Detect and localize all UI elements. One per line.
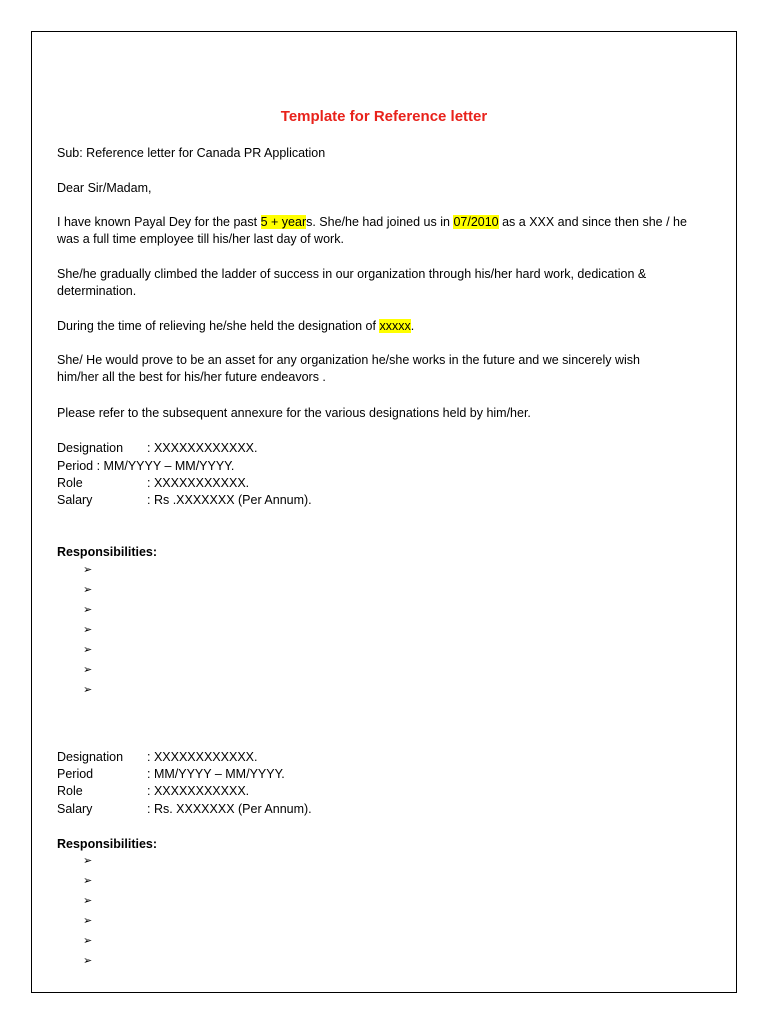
block1-bullet-icon: ➢ [83, 604, 93, 616]
paragraph-1-line-2: was a full time employee till his/her last day of work. [57, 232, 344, 246]
paragraph-4-line-2: him/her all the best for his/her future endeavors . [57, 370, 326, 384]
document-title: Template for Reference letter [280, 108, 488, 125]
paragraph-2-line-2: determination. [57, 284, 137, 298]
block2-salary-label: Salary [57, 802, 93, 816]
block1-bullet-icon: ➢ [83, 644, 93, 656]
block1-role-label: Role [57, 476, 83, 490]
paragraph-5: Please refer to the subsequent annexure for the various designations held by him/her. [57, 406, 531, 420]
document-page [31, 31, 737, 993]
paragraph-1-text-a: I have known Payal Dey for the past [57, 215, 261, 229]
block1-salary-label: Salary [57, 493, 93, 507]
block1-period-row: Period : MM/YYYY – MM/YYYY. [57, 459, 235, 473]
highlight-join-date: 07/2010 [453, 215, 499, 229]
block2-salary-value: : Rs. XXXXXXX (Per Annum). [147, 802, 312, 816]
block1-bullet-icon: ➢ [83, 584, 93, 596]
paragraph-1-text-b: s. She/he had joined us in [306, 215, 454, 229]
block2-bullet-icon: ➢ [83, 895, 93, 907]
block2-bullet-icon: ➢ [83, 955, 93, 967]
paragraph-2-line-1: She/he gradually climbed the ladder of success in our organization through his/her hard work, dedication & [57, 267, 647, 281]
block1-salary-row [57, 492, 312, 510]
block1-role-value: : XXXXXXXXXXX. [147, 476, 250, 490]
block2-bullet-icon: ➢ [83, 915, 93, 927]
subject-line: Sub: Reference letter for Canada PR Application [57, 146, 326, 160]
paragraph-3-text-a: During the time of relieving he/she held the designation of [57, 319, 380, 333]
highlight-designation: xxxxx [379, 319, 411, 333]
block2-responsibilities-heading: Responsibilities: [57, 837, 158, 851]
paragraph-4-line-1: She/ He would prove to be an asset for any organization he/she works in the future and we sincerely wish [57, 353, 640, 367]
block2-designation-label: Designation [57, 750, 124, 764]
block1-bullet-icon: ➢ [83, 564, 93, 576]
block1-designation-label: Designation [57, 441, 124, 455]
paragraph-1-line-1 [57, 214, 687, 232]
salutation: Dear Sir/Madam, [57, 181, 152, 195]
block2-role-row [57, 783, 249, 801]
block2-period-row [57, 766, 285, 784]
block2-role-label: Role [57, 784, 83, 798]
block1-designation-row [57, 440, 257, 458]
block1-bullet-icon: ➢ [83, 624, 93, 636]
block2-bullet-icon: ➢ [83, 935, 93, 947]
block1-salary-value: : Rs .XXXXXXX (Per Annum). [147, 493, 312, 507]
block1-designation-value: : XXXXXXXXXXXX. [147, 441, 258, 455]
block2-period-label: Period [57, 767, 94, 781]
block1-role-row [57, 475, 249, 493]
block2-bullet-icon: ➢ [83, 855, 93, 867]
block2-period-value: : MM/YYYY – MM/YYYY. [147, 767, 285, 781]
paragraph-1-text-c: as a XXX and since then she / he [498, 215, 687, 229]
block1-responsibilities-heading: Responsibilities: [57, 545, 158, 559]
block2-designation-row [57, 749, 257, 767]
block1-bullet-icon: ➢ [83, 664, 93, 676]
block2-bullet-icon: ➢ [83, 875, 93, 887]
block2-salary-row [57, 801, 312, 819]
block2-role-value: : XXXXXXXXXXX. [147, 784, 250, 798]
block2-designation-value: : XXXXXXXXXXXX. [147, 750, 258, 764]
highlight-years: 5 + year [260, 215, 307, 229]
paragraph-3 [57, 318, 414, 336]
paragraph-3-text-b: . [410, 319, 415, 333]
block1-bullet-icon: ➢ [83, 684, 93, 696]
